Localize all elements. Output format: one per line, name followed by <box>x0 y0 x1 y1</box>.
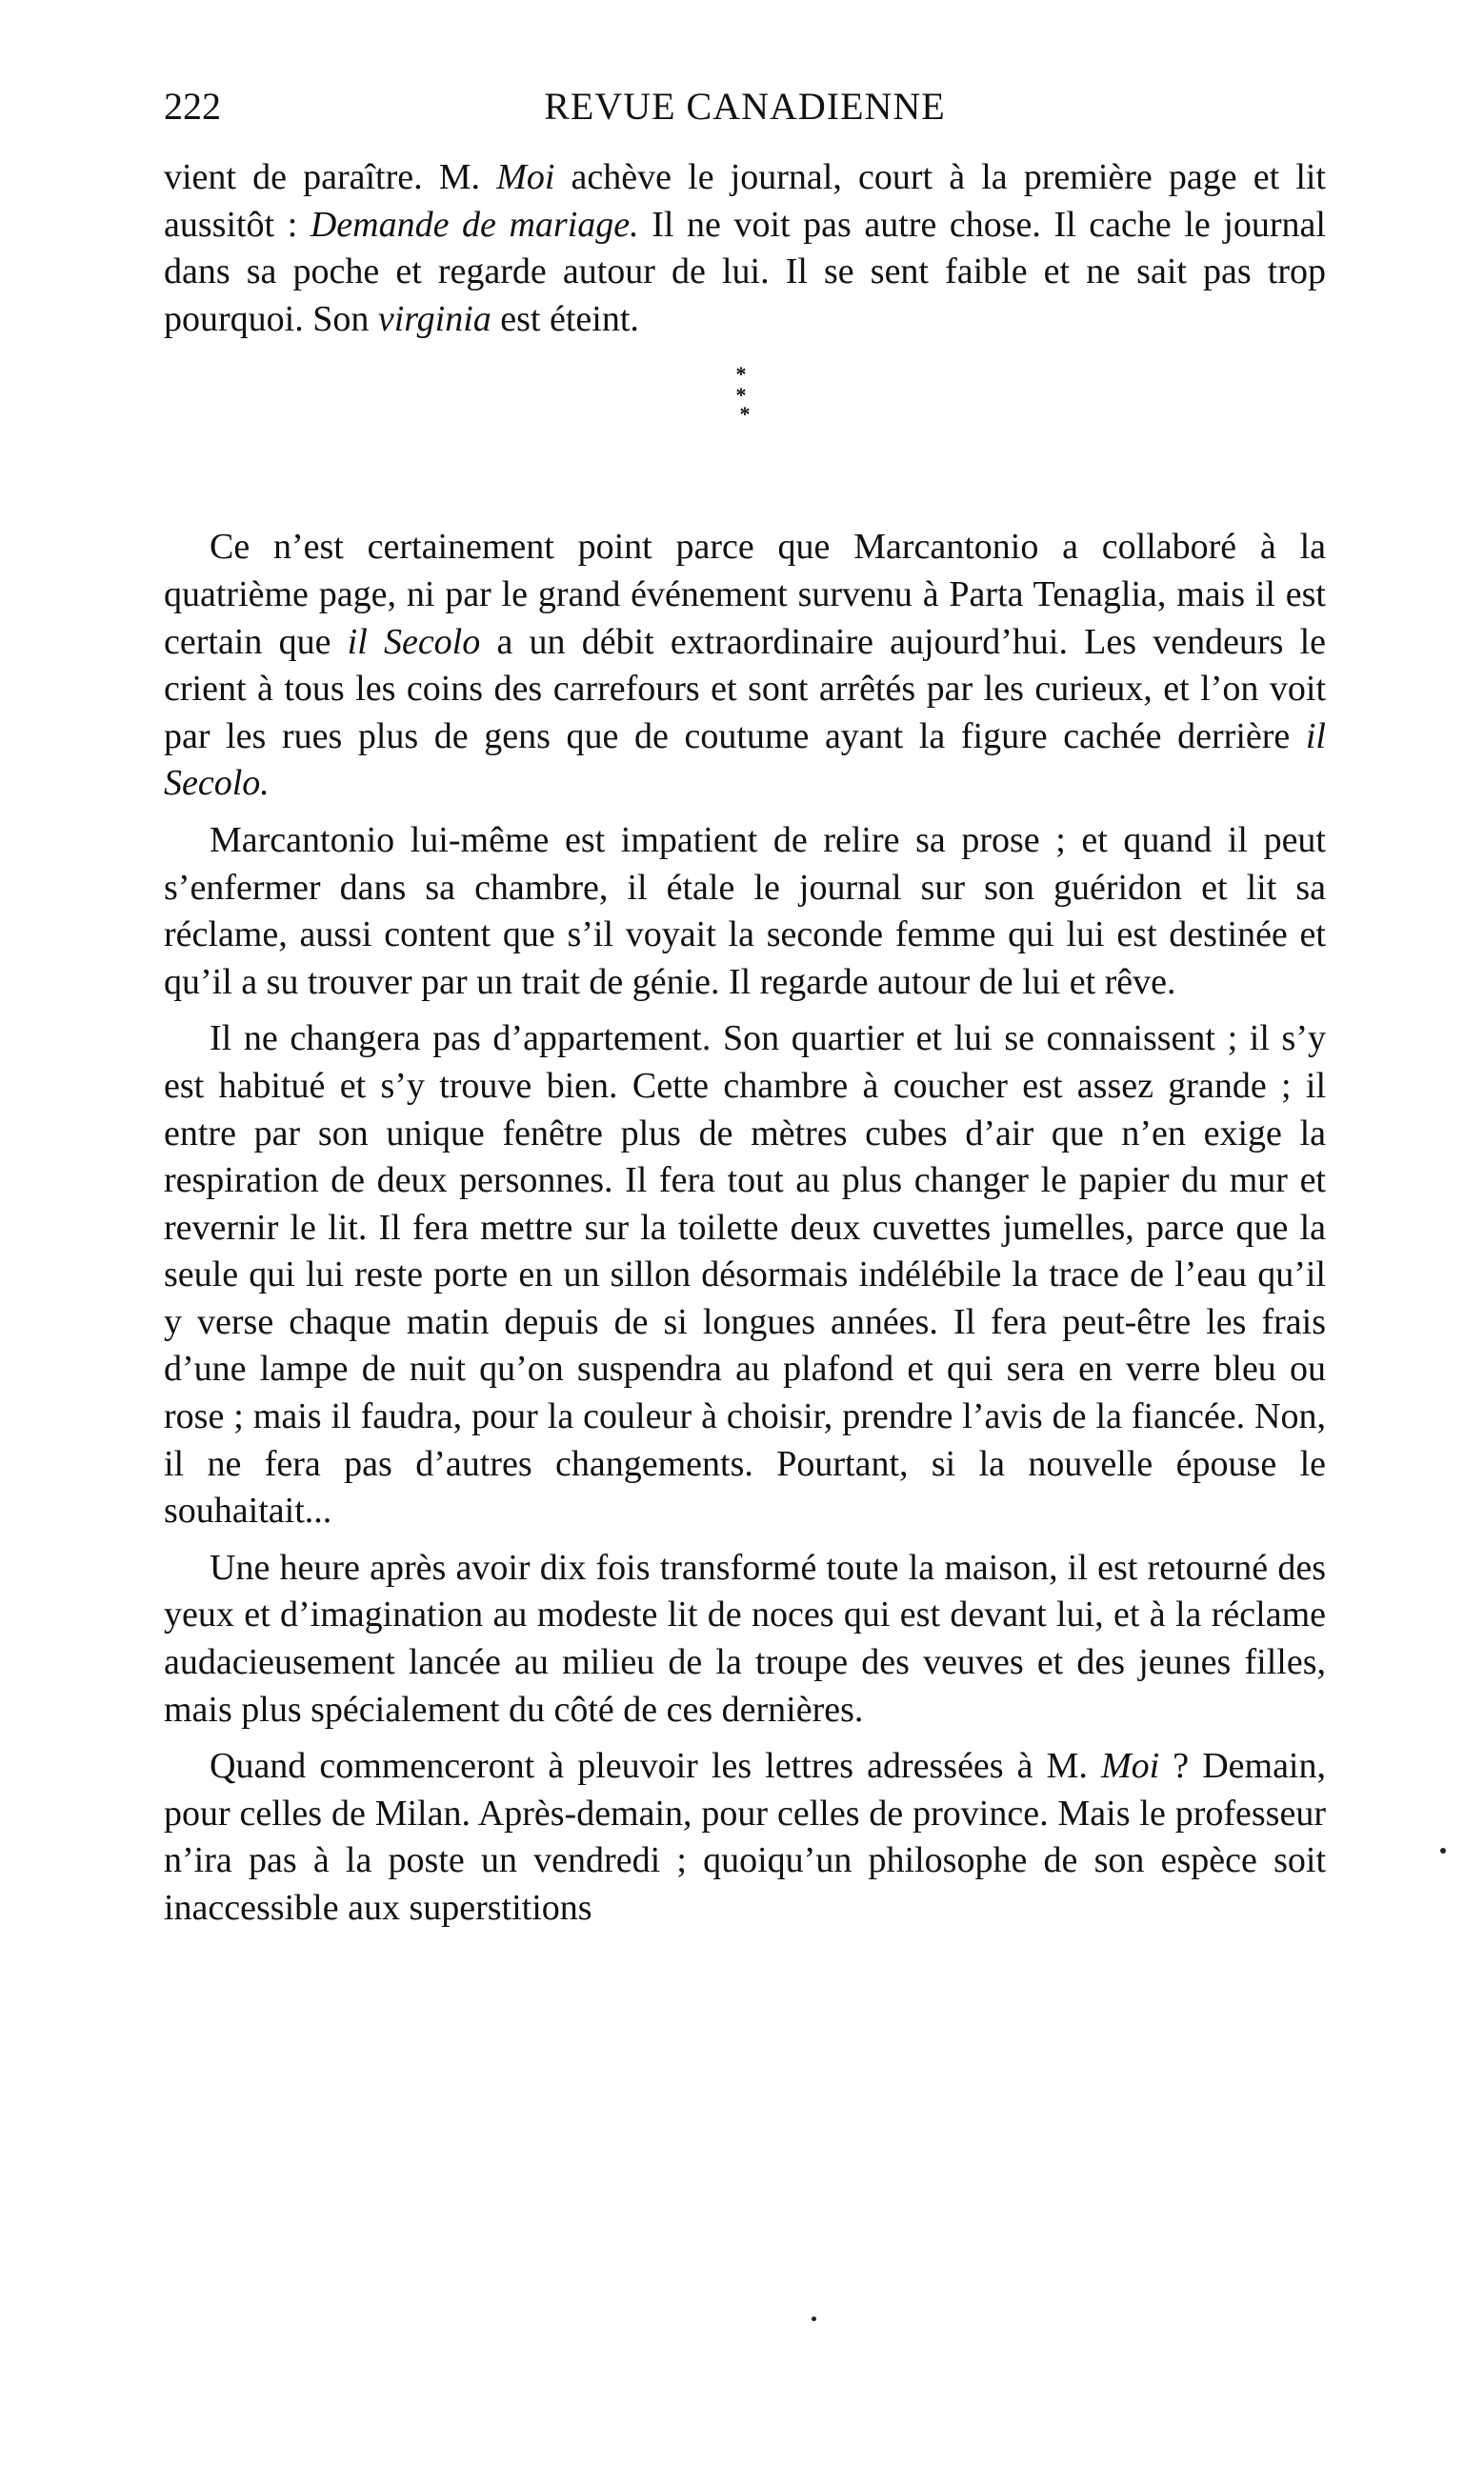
text-run: Il ne changera pas d’appartement. Son quartier et lui se connaissent ; il s’y est habitué et s’y trouve bien. Cette chambre à coucher est assez grande ; il entre par son unique fenêtre plus de mètres cubes d’air que n’en exige la respiration de deux personnes. Il fera tout au plus changer le papier du mur et revernir le lit. Il fera mettre sur la toilette deux cuvettes jumelles, parce que la seule qui lui reste porte en un sillon désormais indélébile la trace de l’eau qu’il y verse chaque matin depuis de si longues années. Il fera peut-être les frais d’une lampe de nuit qu’on suspendra au plafond et qui sera en verre bleu ou rose ; mais il faudra, pour la couleur à choisir, prendre l’avis de la fiancée. Non, il ne fera pas d’autres changements. Pourtant, si la nouvelle épouse le souhaitait... <box>164 1018 1326 1532</box>
print-speck <box>812 2317 816 2321</box>
italic-run: il Secolo <box>347 621 481 662</box>
text-run: ? Demain, pour celles de Milan. Après-demain, pour celles de province. Mais le professeur n’ira pas à la poste un vendredi ; quoiqu’un philosophe de son espèce soit inaccessible aux superstitions <box>164 1746 1326 1928</box>
italic-run: virginia <box>377 298 491 339</box>
asterism-icon <box>726 362 764 427</box>
text-run: Il ne voit pas autre chose. Il cache le journal dans sa poche et regarde autour de lui. Il se sent faible et ne sait pas trop pourquoi. Son <box>164 204 1326 339</box>
paragraph-6 <box>164 1743 1326 1932</box>
text-run: Marcantonio lui-même est impatient de relire sa prose ; et quand il peut s’enfermer dans sa chambre, il étale le journal sur son guéridon et lit sa réclame, aussi content que s’il voyait la seconde femme qui lui est destinée et qu’il a su trouver par un trait de génie. Il regarde autour de lui et rêve. <box>164 819 1326 1002</box>
text-run: Une heure après avoir dix fois transformé toute la maison, il est retourné des yeux et d’imagination au modeste lit de noces qui est devant lui, et à la réclame audacieusement lancée au milieu de la troupe des veuves et des jeunes filles, mais plus spécialement du côté de ces dernières. <box>164 1547 1326 1730</box>
text-run: achève le journal, court à la première page et lit aussitôt : <box>164 157 1326 245</box>
text-run: a un débit extraordinaire aujourd’hui. Les vendeurs le crient à tous les coins des carrefours et sont arrêtés par les curieux, et l’on voit par les rues plus de gens que de coutume ayant la figure cachée derrière <box>164 621 1327 756</box>
paragraph-5 <box>164 1545 1326 1734</box>
paragraph-4 <box>164 1015 1326 1535</box>
body-text <box>164 154 1326 1933</box>
text-run: est éteint. <box>491 298 639 339</box>
page-number: 222 <box>164 85 221 128</box>
text-run: Ce n’est certainement point parce que Marcantonio a collaboré à la quatrième page, ni par le grand événement survenu à Parta Tenaglia, mais il est certain que <box>164 527 1326 662</box>
italic-run: Moi <box>496 157 555 197</box>
paragraph-3 <box>164 817 1326 1006</box>
section-separator <box>164 343 1326 524</box>
print-speck <box>1440 1848 1446 1854</box>
running-title: REVUE CANADIENNE <box>544 85 946 128</box>
italic-run: Demande de mariage. <box>310 204 639 245</box>
italic-run: Moi <box>1100 1746 1160 1787</box>
asterism-row-bottom: * <box>739 402 751 427</box>
text-run: vient de paraître. M. <box>164 157 497 197</box>
text-run: Quand commenceront à pleuvoir les lettres adressées à M. <box>210 1746 1101 1787</box>
paragraph-2 <box>164 524 1326 808</box>
page-header <box>164 78 1326 135</box>
paragraph-1 <box>164 154 1326 343</box>
asterism-row-top: * * <box>735 362 754 408</box>
italic-run: il Secolo. <box>164 715 1326 804</box>
